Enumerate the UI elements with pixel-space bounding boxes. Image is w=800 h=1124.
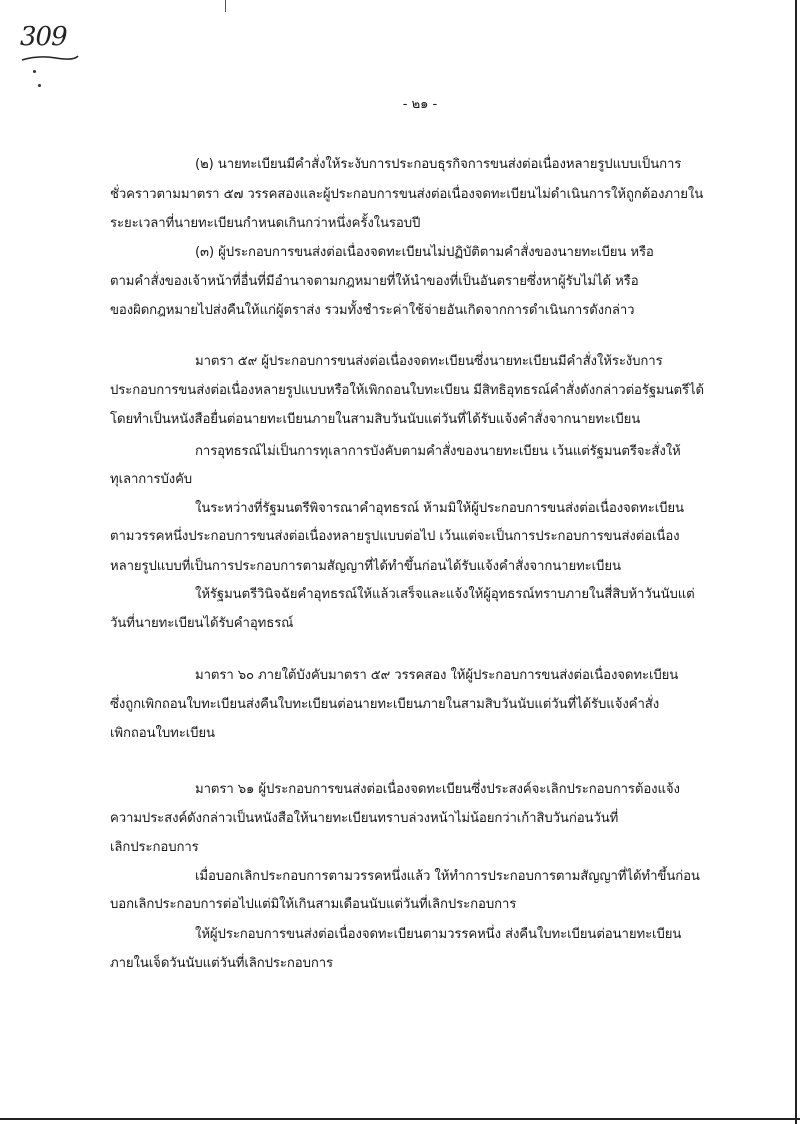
text-line: เลิกประกอบการ [110,840,199,855]
text-line: มาตรา ๖๑ ผู้ประกอบการขนส่งต่อเนื่องจดทะเบียนซึ่งประสงค์จะเลิกประกอบการต้องแจ้ง [195,782,680,797]
scan-mark [225,0,226,12]
text-line: ชั่วคราวตามมาตรา ๕๗ วรรคสองและผู้ประกอบการขนส่งต่อเนื่องจดทะเบียนไม่ดำเนินการให้ถูกต้องภายใน [110,187,704,202]
scan-speck [33,70,36,73]
page-number: - ๒๑ - [402,97,438,112]
text-line: (๓) ผู้ประกอบการขนส่งต่อเนื่องจดทะเบียนไม่ปฏิบัติตามคำสั่งของนายทะเบียน หรือ [195,245,654,260]
handwritten-page-stamp [20,22,70,62]
text-line: ระยะเวลาที่นายทะเบียนกำหนดเกินกว่าหนึ่งครั้งในรอบปี [110,216,421,231]
text-line: โดยทำเป็นหนังสือยื่นต่อนายทะเบียนภายในสามสิบวันนับแต่วันที่ได้รับแจ้งคำสั่งจากนายทะเบียน [110,412,641,427]
text-line: ประกอบการขนส่งต่อเนื่องหลายรูปแบบหรือให้เพิกถอนใบทะเบียน มีสิทธิอุทธรณ์คำสั่งดังกล่าวต่อรัฐมนตรีได้ [110,383,704,398]
text-line: เมื่อบอกเลิกประกอบการตามวรรคหนึ่งแล้ว ให้ทำการประกอบการตามสัญญาที่ได้ทำขึ้นก่อน [195,869,700,884]
text-line: ทุเลาการบังคับ [110,472,193,487]
text-line: มาตรา ๖๐ ภายใต้บังคับมาตรา ๕๙ วรรคสอง ให้ผู้ประกอบการขนส่งต่อเนื่องจดทะเบียน [195,668,679,683]
page-edge-bottom [0,1118,800,1120]
text-line: ตามวรรคหนึ่งประกอบการขนส่งต่อเนื่องหลายรูปแบบต่อไป เว้นแต่จะเป็นการประกอบการขนส่งต่อเนื่อง [110,529,680,544]
text-line: ให้รัฐมนตรีวินิจฉัยคำอุทธรณ์ให้แล้วเสร็จและแจ้งให้ผู้อุทธรณ์ทราบภายในสี่สิบห้าวันนับแต่ [195,587,695,602]
text-line: ภายในเจ็ดวันนับแต่วันที่เลิกประกอบการ [110,956,334,971]
stamp-underline-icon [20,52,80,66]
text-line: (๒) นายทะเบียนมีคำสั่งให้ระงับการประกอบธุรกิจการขนส่งต่อเนื่องหลายรูปแบบเป็นการ [195,157,682,172]
text-line: ให้ผู้ประกอบการขนส่งต่อเนื่องจดทะเบียนตามวรรคหนึ่ง ส่งคืนใบทะเบียนต่อนายทะเบียน [195,927,682,942]
scan-speck [38,84,41,87]
text-line: ของผิดกฎหมายไปส่งคืนให้แก่ผู้ตราส่ง รวมทั้งชำระค่าใช้จ่ายอันเกิดจากการดำเนินการดังกล่าว [110,303,635,318]
text-line: ความประสงค์ดังกล่าวเป็นหนังสือให้นายทะเบียนทราบล่วงหน้าไม่น้อยกว่าเก้าสิบวันก่อนวันที่ [110,811,619,826]
page-edge-right [795,0,797,1124]
text-line: ซึ่งถูกเพิกถอนใบทะเบียนส่งคืนใบทะเบียนต่อนายทะเบียนภายในสามสิบวันนับแต่วันที่ได้รับแจ้งคำสั่ง [110,697,660,712]
stamp-number: 309 [20,22,67,52]
text-line: ในระหว่างที่รัฐมนตรีพิจารณาคำอุทธรณ์ ห้ามมิให้ผู้ประกอบการขนส่งต่อเนื่องจดทะเบียน [195,501,684,516]
text-line: ตามคำสั่งของเจ้าหน้าที่อื่นที่มีอำนาจตามกฎหมายที่ให้นำของที่เป็นอันตรายซึ่งหาผู้รับไม่ได้ หรือ [110,274,639,289]
text-line: หลายรูปแบบที่เป็นการประกอบการตามสัญญาที่ได้ทำขึ้นก่อนได้รับแจ้งคำสั่งจากนายทะเบียน [110,559,621,574]
text-line: การอุทธรณ์ไม่เป็นการทุเลาการบังคับตามคำสั่งของนายทะเบียน เว้นแต่รัฐมนตรีจะสั่งให้ [195,444,681,459]
text-line: มาตรา ๕๙ ผู้ประกอบการขนส่งต่อเนื่องจดทะเบียนซึ่งนายทะเบียนมีคำสั่งให้ระงับการ [195,354,663,369]
text-line: วันที่นายทะเบียนได้รับคำอุทธรณ์ [110,616,294,631]
text-line: เพิกถอนใบทะเบียน [110,726,215,741]
text-line: บอกเลิกประกอบการต่อไปแต่มิให้เกินสามเดือนนับแต่วันที่เลิกประกอบการ [110,897,517,912]
